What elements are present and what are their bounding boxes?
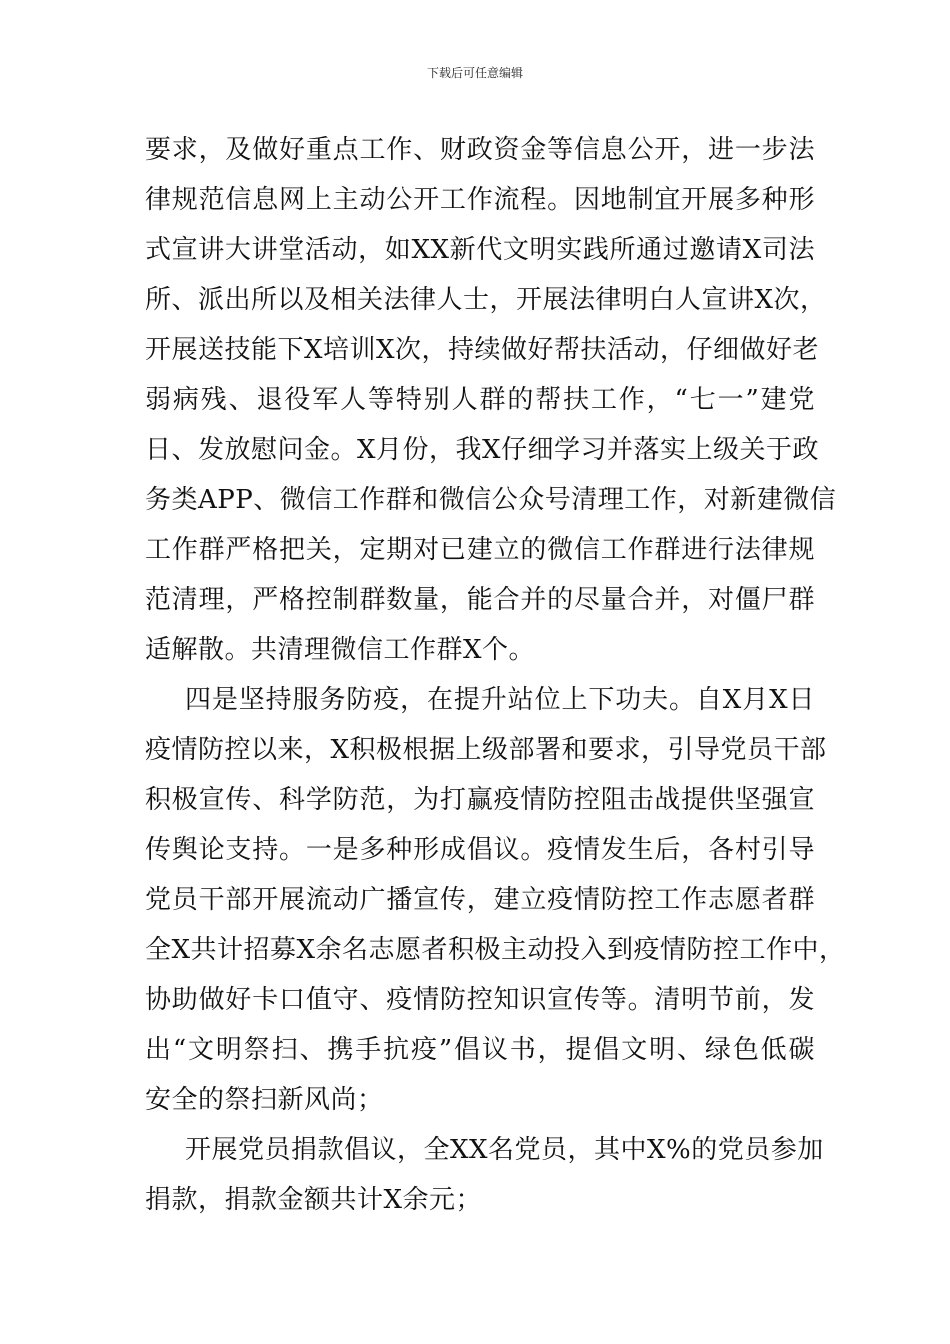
- text-line: 四是坚持服务防疫，在提升站位上下功夫。自X月X日: [185, 685, 815, 715]
- text-line: 工作群严格把关，定期对已建立的微信工作群进行法律规: [145, 535, 815, 565]
- text-line: 安全的祭扫新风尚；: [145, 1085, 384, 1115]
- text-line: 所、派出所以及相关法律人士，开展法律明白人宣讲X次，: [145, 285, 827, 315]
- text-line: 捐款，捐款金额共计X余元；: [145, 1185, 483, 1215]
- text-line: 开展党员捐款倡议，全XX名党员，其中X%的党员参加: [185, 1135, 824, 1165]
- text-line: 疫情防控以来，X积极根据上级部署和要求，引导党员干部: [145, 735, 827, 765]
- text-line: 适解散。共清理微信工作群X个。: [145, 635, 536, 665]
- text-line: 党员干部开展流动广播宣传，建立疫情防控工作志愿者群: [145, 885, 815, 915]
- text-line: 要求，及做好重点工作、财政资金等信息公开，进一步法: [145, 135, 815, 165]
- text-line: 式宣讲大讲堂活动，如XX新代文明实践所通过邀请X司法: [145, 235, 815, 265]
- text-line: 务类APP、微信工作群和微信公众号清理工作，对新建微信: [145, 485, 837, 515]
- text-line: 开展送技能下X培训X次，持续做好帮扶活动，仔细做好老: [145, 335, 820, 365]
- text-line: 弱病残、退役军人等特别人群的帮扶工作，“七一”建党: [145, 385, 815, 415]
- document-body: [145, 125, 846, 1225]
- text-line: 全X共计招募X余名志愿者积极主动投入到疫情防控工作中，: [145, 935, 846, 965]
- text-line: 范清理，严格控制群数量，能合并的尽量合并，对僵尸群: [145, 585, 815, 615]
- text-line: 协助做好卡口值守、疫情防控知识宣传等。清明节前，发: [145, 985, 815, 1015]
- text-line: 律规范信息网上主动公开工作流程。因地制宜开展多种形: [145, 185, 815, 215]
- text-line: 出“文明祭扫、携手抗疫”倡议书，提倡文明、绿色低碳: [145, 1035, 815, 1065]
- page-header: 下载后可任意编辑: [426, 66, 523, 80]
- text-line: 积极宣传、科学防范，为打赢疫情防控阻击战提供坚强宣: [145, 785, 815, 815]
- text-line: 日、发放慰问金。X月份，我X仔细学习并落实上级关于政: [145, 435, 820, 465]
- text-line: 传舆论支持。一是多种形成倡议。疫情发生后，各村引导: [145, 835, 815, 865]
